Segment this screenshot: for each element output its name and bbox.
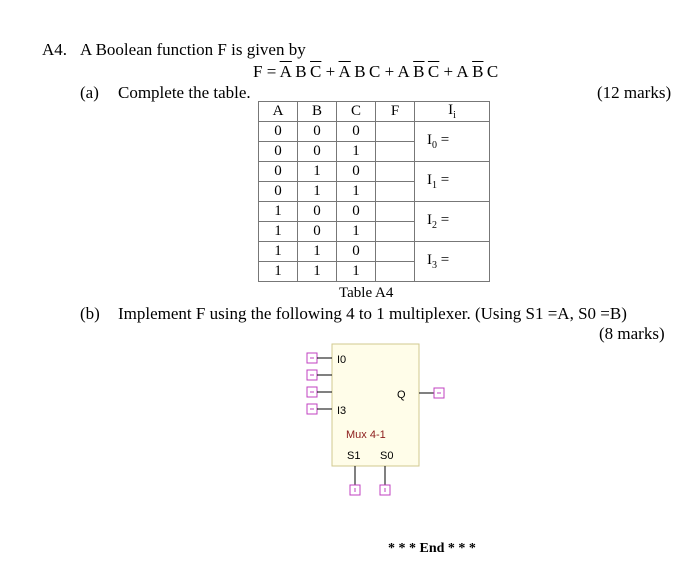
cell-c: 1 — [337, 262, 376, 282]
header-b: B — [298, 102, 337, 122]
cell-i[interactable]: $I_1$ = — [415, 162, 490, 202]
variable-a: A — [397, 62, 410, 81]
variable-b: B — [354, 62, 366, 81]
cell-i[interactable]: $I_3$ = — [415, 242, 490, 282]
cell-a: 0 — [259, 162, 298, 182]
mux-s1-label: S1 — [347, 450, 361, 462]
cell-f[interactable] — [376, 182, 415, 202]
mux-i0-label: I0 — [337, 354, 347, 366]
variable-b: $\overline{B}$ — [472, 62, 484, 81]
cell-b: 0 — [298, 202, 337, 222]
variable-b: $\overline{B}$ — [413, 62, 425, 81]
header-i: $I_i$ — [415, 102, 490, 122]
function-terms — [280, 62, 499, 81]
part-a-text: Complete the table. — [118, 83, 251, 102]
function-lhs: F = — [253, 62, 280, 81]
question-intro: A Boolean function F is given by — [80, 40, 306, 59]
part-a-marks: (12 marks) — [597, 83, 672, 102]
cell-f[interactable] — [376, 242, 415, 262]
cell-b: 1 — [298, 262, 337, 282]
cell-a: 1 — [259, 262, 298, 282]
part-b-marks: (8 marks) — [599, 324, 665, 343]
mux-s0-label: S0 — [380, 450, 394, 462]
cell-i[interactable]: $I_0$ = — [415, 122, 490, 162]
header-c: C — [337, 102, 376, 122]
cell-f[interactable] — [376, 202, 415, 222]
truth-table — [258, 101, 490, 282]
question-number: A4. — [42, 40, 68, 59]
plus-sign: + — [380, 62, 398, 81]
cell-i[interactable]: $I_2$ = — [415, 202, 490, 242]
part-a-label: (a) — [80, 83, 99, 102]
plus-sign: + — [321, 62, 339, 81]
cell-b: 1 — [298, 242, 337, 262]
cell-c: 1 — [337, 142, 376, 162]
function-term — [397, 62, 439, 81]
part-b-label: (b) — [80, 304, 100, 323]
cell-a: 1 — [259, 242, 298, 262]
variable-b: B — [295, 62, 307, 81]
cell-b: 0 — [298, 222, 337, 242]
cell-f[interactable] — [376, 142, 415, 162]
mux-i3-label: I3 — [337, 405, 347, 417]
cell-a: 0 — [259, 182, 298, 202]
cell-c: 1 — [337, 222, 376, 242]
cell-b: 1 — [298, 182, 337, 202]
cell-a: 1 — [259, 222, 298, 242]
table-row — [259, 242, 490, 262]
cell-f[interactable] — [376, 122, 415, 142]
function-term — [456, 62, 498, 81]
plus-sign: + — [439, 62, 457, 81]
cell-c: 0 — [337, 242, 376, 262]
part-b-text: Implement F using the following 4 to 1 multiplexer. (Using S1 =A, S0 =B) — [118, 304, 627, 323]
cell-a: 1 — [259, 202, 298, 222]
cell-b: 1 — [298, 162, 337, 182]
table-row — [259, 122, 490, 142]
header-a: A — [259, 102, 298, 122]
function-term — [339, 62, 381, 81]
variable-c: $\overline{C}$ — [310, 62, 322, 81]
variable-a: $\overline{A}$ — [279, 62, 292, 81]
cell-f[interactable] — [376, 162, 415, 182]
cell-c: 0 — [337, 162, 376, 182]
variable-c: C — [486, 62, 499, 81]
cell-b: 0 — [298, 122, 337, 142]
variable-a: $\overline{A}$ — [338, 62, 351, 81]
boolean-function — [253, 62, 498, 82]
end-marker: * * * End * * * — [388, 541, 476, 556]
mux-name-label: Mux 4-1 — [346, 429, 386, 441]
mux-q-label: Q — [397, 389, 406, 401]
table-caption: Table A4 — [339, 285, 394, 301]
cell-f[interactable] — [376, 262, 415, 282]
function-term — [280, 62, 322, 81]
cell-c: 0 — [337, 122, 376, 142]
table-header-row — [259, 102, 490, 122]
cell-f[interactable] — [376, 222, 415, 242]
cell-b: 0 — [298, 142, 337, 162]
cell-c: 0 — [337, 202, 376, 222]
header-f: F — [376, 102, 415, 122]
cell-a: 0 — [259, 142, 298, 162]
cell-a: 0 — [259, 122, 298, 142]
table-row — [259, 162, 490, 182]
table-row — [259, 202, 490, 222]
mux-diagram — [300, 340, 460, 500]
variable-c: $\overline{C}$ — [427, 62, 440, 81]
variable-a: A — [456, 62, 469, 81]
variable-c: C — [368, 62, 381, 81]
cell-c: 1 — [337, 182, 376, 202]
